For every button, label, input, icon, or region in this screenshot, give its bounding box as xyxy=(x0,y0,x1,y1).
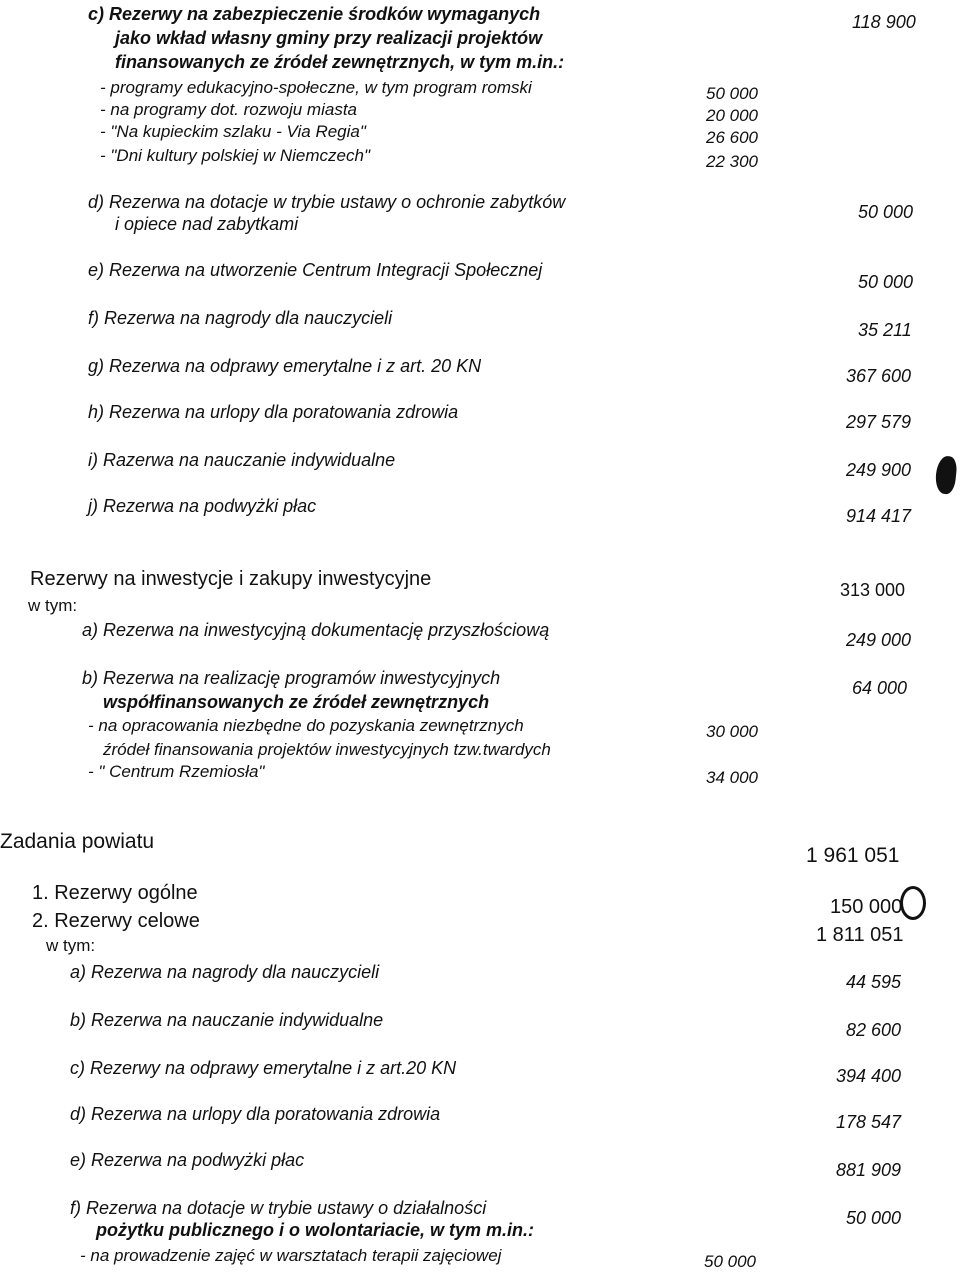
investment-b-sub1-value: 30 000 xyxy=(706,722,758,741)
section-c-title-line-2: jako wkład własny gminy przy realizacji projektów xyxy=(115,28,543,48)
powiat-targeted-value: 1 811 051 xyxy=(816,924,904,946)
powiat-item-f-value: 50 000 xyxy=(846,1208,902,1228)
scan-artifact-dot xyxy=(934,455,958,495)
reserve-h-label: h) Rezerwa na urlopy dla poratowania zdrowia xyxy=(88,402,459,422)
powiat-item-c-label: c) Rezerwy na odprawy emerytalne i z art.20 KN xyxy=(70,1058,457,1078)
powiat-item-b-value: 82 600 xyxy=(846,1020,902,1040)
powiat-item-d-value: 178 547 xyxy=(836,1112,902,1132)
investment-b-line-2: współfinansowanych ze źródeł zewnętrznych xyxy=(103,692,490,712)
reserve-h-value: 297 579 xyxy=(846,412,912,432)
section-c-title-line-3: finansowanych ze źródeł zewnętrznych, w tym m.in.: xyxy=(115,52,565,72)
investment-a-value: 249 000 xyxy=(846,630,912,650)
investments-w-tym: w tym: xyxy=(28,596,78,615)
investment-b-sub2-label: - " Centrum Rzemiosła" xyxy=(88,762,265,781)
section-c-total: 118 900 xyxy=(852,12,916,32)
investment-b-value: 64 000 xyxy=(852,678,908,698)
powiat-item-e-value: 881 909 xyxy=(836,1160,902,1180)
section-c-title-line-1: c) Rezerwy na zabezpieczenie środków wymaganych xyxy=(88,4,541,24)
scan-artifact-mark xyxy=(900,886,926,920)
section-c-item-value: 20 000 xyxy=(706,106,758,125)
section-c-item-label: - "Dni kultury polskiej w Niemczech" xyxy=(100,146,370,165)
powiat-item-e-label: e) Rezerwa na podwyżki płac xyxy=(70,1150,305,1170)
section-c-item-value: 50 000 xyxy=(706,84,758,103)
reserve-e-label: e) Rezerwa na utworzenie Centrum Integracji Społecznej xyxy=(88,260,543,280)
powiat-w-tym: w tym: xyxy=(46,936,96,955)
reserve-g-label: g) Rezerwa na odprawy emerytalne i z art. 20 KN xyxy=(88,356,482,376)
powiat-sub-value: 50 000 xyxy=(704,1252,756,1271)
powiat-item-d-label: d) Rezerwa na urlopy dla poratowania zdrowia xyxy=(70,1104,441,1124)
powiat-item-f-line-1: f) Rezerwa na dotacje w trybie ustawy o działalności xyxy=(70,1198,487,1218)
section-c-item-value: 26 600 xyxy=(706,128,758,147)
investments-title: Rezerwy na inwestycje i zakupy inwestycyjne xyxy=(30,568,432,590)
section-c-item-label: - na programy dot. rozwoju miasta xyxy=(100,100,357,119)
powiat-general-value: 150 000 xyxy=(830,896,903,918)
reserve-j-label: j) Rezerwa na podwyżki płac xyxy=(88,496,317,516)
powiat-general-label: 1. Rezerwy ogólne xyxy=(32,882,198,904)
section-c-item-value: 22 300 xyxy=(706,152,758,171)
powiat-item-a-value: 44 595 xyxy=(846,972,902,992)
investments-total: 313 000 xyxy=(840,580,906,600)
reserve-d-line-1: d) Rezerwa na dotacje w trybie ustawy o ochronie zabytków xyxy=(88,192,566,212)
section-c-item-label: - programy edukacyjno-społeczne, w tym program romski xyxy=(100,78,532,97)
investment-b-sub1-line-2: źródeł finansowania projektów inwestycyjnych tzw.twardych xyxy=(103,740,551,759)
section-c-item-label: - "Na kupieckim szlaku - Via Regia" xyxy=(100,122,366,141)
reserve-d-line-2: i opiece nad zabytkami xyxy=(115,214,299,234)
powiat-item-b-label: b) Rezerwa na nauczanie indywidualne xyxy=(70,1010,384,1030)
reserve-i-value: 249 900 xyxy=(846,460,912,480)
reserve-d-value: 50 000 xyxy=(858,202,914,222)
powiat-targeted-label: 2. Rezerwy celowe xyxy=(32,910,200,932)
powiat-sub-label: - na prowadzenie zajęć w warsztatach terapii zajęciowej xyxy=(80,1246,502,1265)
powiat-item-a-label: a) Rezerwa na nagrody dla nauczycieli xyxy=(70,962,380,982)
powiat-item-f-line-2: pożytku publicznego i o wolontariacie, w tym m.in.: xyxy=(96,1220,535,1240)
investment-b-sub2-value: 34 000 xyxy=(706,768,758,787)
powiat-item-c-value: 394 400 xyxy=(836,1066,902,1086)
reserve-i-label: i) Razerwa na nauczanie indywidualne xyxy=(88,450,396,470)
reserve-g-value: 367 600 xyxy=(846,366,912,386)
investment-b-line-1: b) Rezerwa na realizację programów inwestycyjnych xyxy=(82,668,501,688)
reserve-j-value: 914 417 xyxy=(846,506,912,526)
powiat-total: 1 961 051 xyxy=(806,844,900,867)
powiat-title: Zadania powiatu xyxy=(0,830,155,853)
investment-a-label: a) Rezerwa na inwestycyjną dokumentację przyszłościową xyxy=(82,620,550,640)
reserve-f-value: 35 211 xyxy=(858,320,912,340)
reserve-e-value: 50 000 xyxy=(858,272,914,292)
reserve-f-label: f) Rezerwa na nagrody dla nauczycieli xyxy=(88,308,393,328)
investment-b-sub1-line-1: - na opracowania niezbędne do pozyskania zewnętrznych xyxy=(88,716,524,735)
